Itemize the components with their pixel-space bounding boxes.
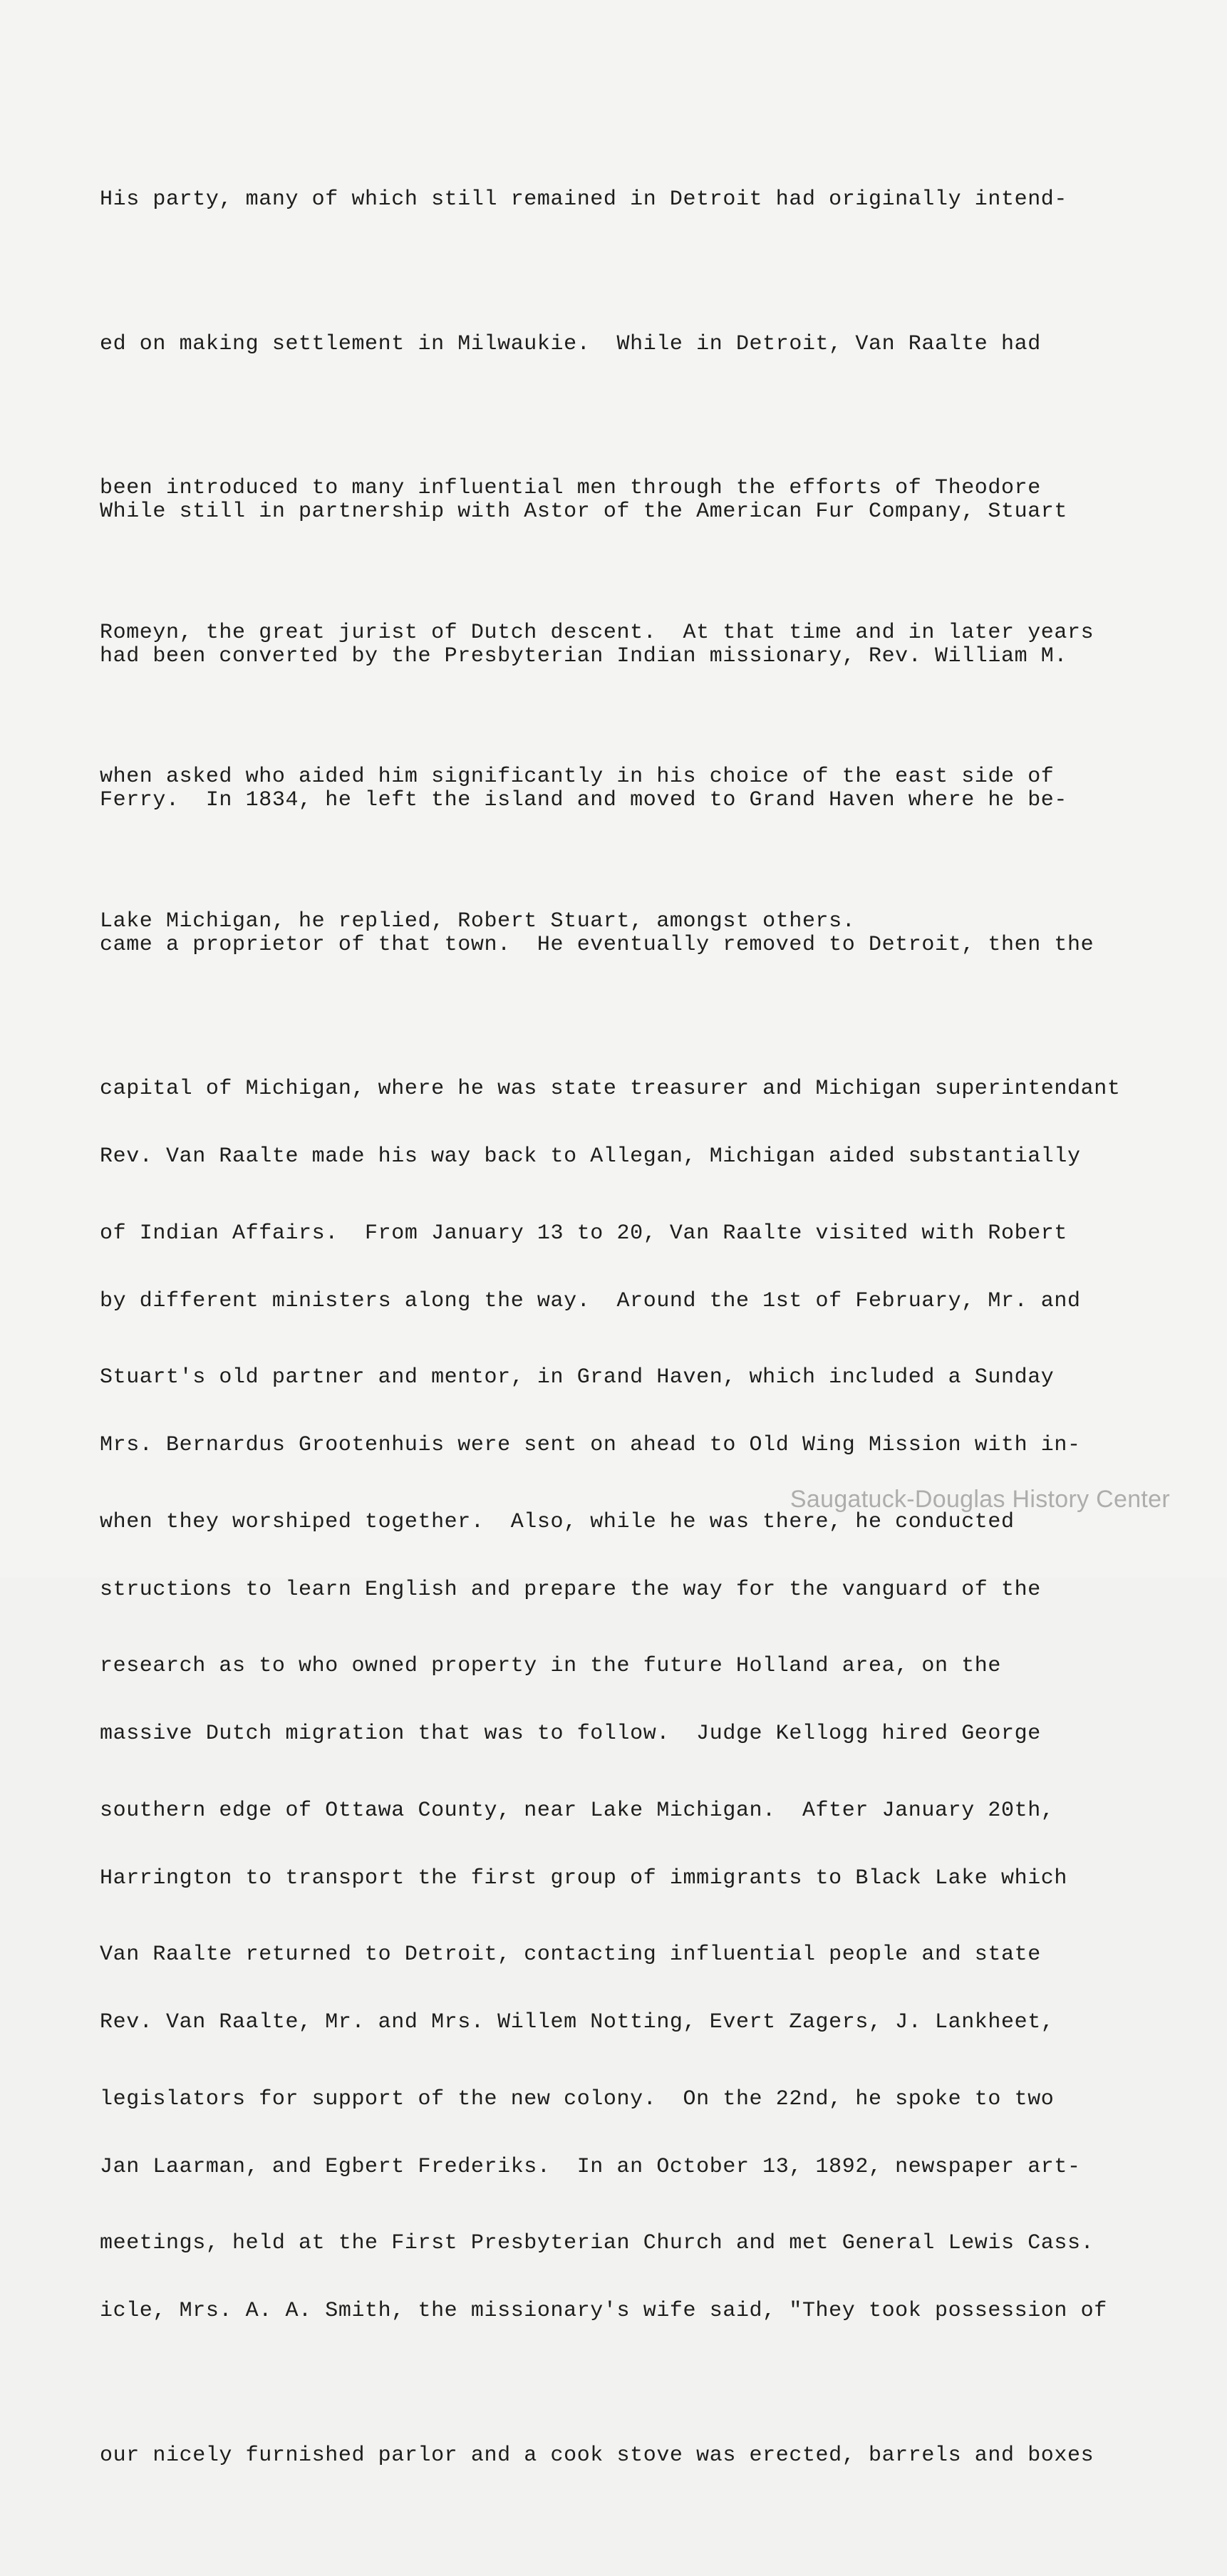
- text-line: ed on making settlement in Milwaukie. While in Detroit, Van Raalte had: [100, 331, 1041, 356]
- text-line: While still in partnership with Astor of the American Fur Company, Stuart: [100, 500, 1068, 524]
- text-line: Mrs. Bernardus Grootenhuis were sent on ahead to Old Wing Mission with in-: [100, 1433, 1081, 1457]
- text-line: Stuart's old partner and mentor, in Grand Haven, which included a Sunday: [100, 1365, 1055, 1390]
- text-line: Rev. Van Raalte made his way back to Allegan, Michigan aided substantially: [100, 1144, 1081, 1169]
- text-line: of Indian Affairs. From January 13 to 20, Van Raalte visited with Robert: [100, 1221, 1068, 1246]
- text-line: when asked who aided him significantly in his choice of the east side of: [100, 765, 1055, 789]
- text-line: Lake Michigan, he replied, Robert Stuart, amongst others.: [100, 909, 856, 933]
- text-line: our nicely furnished parlor and a cook stove was erected, barrels and boxes: [100, 2443, 1094, 2468]
- text-line: Van Raalte returned to Detroit, contacting influential people and state: [100, 1943, 1041, 1967]
- text-line: Romeyn, the great jurist of Dutch descent. At that time and in later years: [100, 620, 1094, 645]
- text-line: when they worshiped together. Also, while he was there, he conducted: [100, 1509, 1015, 1534]
- paragraph-3: [100, 1037, 1197, 2576]
- text-line: capital of Michigan, where he was state treasurer and Michigan superintendant: [100, 1077, 1121, 1101]
- text-line: massive Dutch migration that was to follow. Judge Kellogg hired George: [100, 1722, 1041, 1746]
- text-line: Harrington to transport the first group of immigrants to Black Lake which: [100, 1866, 1068, 1890]
- text-line: research as to who owned property in the future Holland area, on the: [100, 1654, 1001, 1678]
- text-line: southern edge of Ottawa County, near Lake Michigan. After January 20th,: [100, 1798, 1055, 1823]
- text-line: Ferry. In 1834, he left the island and moved to Grand Haven where he be-: [100, 788, 1068, 812]
- text-line: legislators for support of the new colony. On the 22nd, he spoke to two: [100, 2086, 1055, 2111]
- text-line: by different ministers along the way. Around the 1st of February, Mr. and: [100, 1288, 1081, 1313]
- text-line: Jan Laarman, and Egbert Frederiks. In an October 13, 1892, newspaper art-: [100, 2154, 1081, 2179]
- text-line: structions to learn English and prepare the way for the vanguard of the: [100, 1577, 1041, 1602]
- text-line: His party, many of which still remained in Detroit had originally intend-: [100, 187, 1068, 212]
- text-line: icle, Mrs. A. A. Smith, the missionary's wife said, "They took possession of: [100, 2299, 1107, 2323]
- text-line: had been converted by the Presbyterian Indian missionary, Rev. William M.: [100, 643, 1068, 668]
- watermark: Saugatuck-Douglas History Center: [789, 1486, 1170, 1513]
- text-line: came a proprietor of that town. He eventually removed to Detroit, then the: [100, 932, 1094, 957]
- text-line: Rev. Van Raalte, Mr. and Mrs. Willem Notting, Evert Zagers, J. Lankheet,: [100, 2010, 1055, 2034]
- text-line: been introduced to many influential men through the efforts of Theodore: [100, 476, 1041, 500]
- text-line: meetings, held at the First Presbyterian Church and met General Lewis Cass.: [100, 2231, 1094, 2255]
